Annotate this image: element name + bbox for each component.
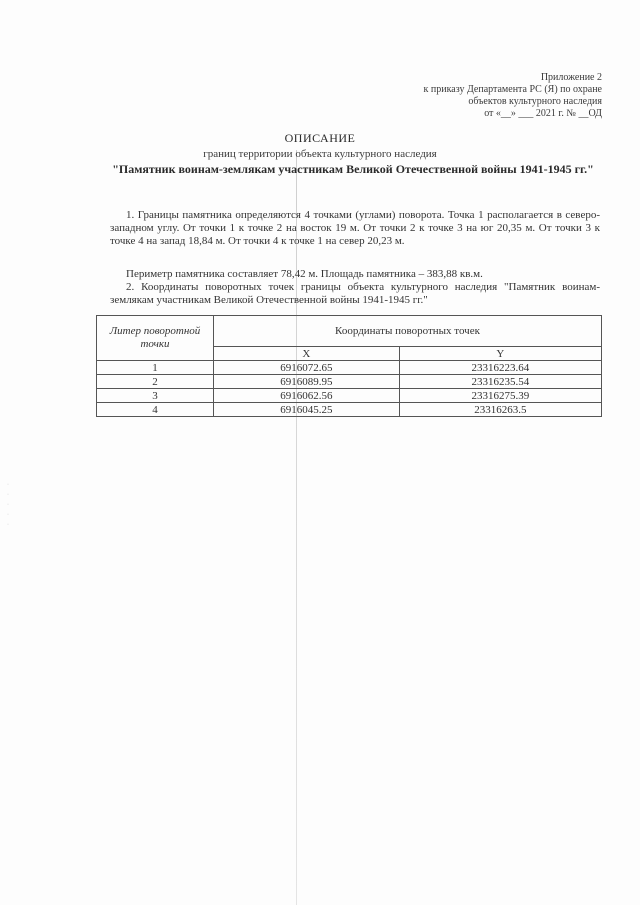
object-name: "Памятник воинам-землякам участникам Великой Отечественной войны 1941-1945 гг." bbox=[112, 162, 594, 176]
cell-liter: 3 bbox=[97, 389, 214, 403]
header-y: Y bbox=[399, 347, 601, 361]
appendix-line-2: к приказу Департамента РС (Я) по охране bbox=[423, 84, 602, 95]
coordinates-table bbox=[96, 315, 602, 417]
appendix-block bbox=[372, 72, 602, 120]
cell-x: 6916062.56 bbox=[214, 389, 400, 403]
scan-margin-marks: · · · · · bbox=[7, 482, 9, 528]
table-row bbox=[97, 403, 602, 417]
paragraph-boundaries: 1. Границы памятника определяются 4 точками (углами) поворота. Точка 1 располагается в северо-западном углу. От точки 1 к точке 2 на восток 19 м. От точки 2 к точке 3 на юг 20,35 м. От точки 3 к точке 4 на запад 18,84 м. От точки 4 к точке 1 на север 20,23 м. bbox=[110, 209, 600, 247]
header-x: X bbox=[214, 347, 400, 361]
document-title: ОПИСАНИЕ bbox=[284, 131, 356, 145]
header-liter: Литер поворотной точки bbox=[97, 316, 214, 361]
paragraph-coordinates: 2. Координаты поворотных точек границы объекта культурного наследия "Памятник воинам-землякам участникам Великой Отечественной войны 1941-1945 гг." bbox=[110, 281, 600, 306]
table-row bbox=[97, 375, 602, 389]
cell-x: 6916072.65 bbox=[214, 361, 400, 375]
paragraph-perimeter: Периметр памятника составляет 78,42 м. Площадь памятника – 383,88 кв.м. bbox=[126, 268, 483, 280]
appendix-line-1: Приложение 2 bbox=[540, 72, 602, 83]
cell-x: 6916045.25 bbox=[214, 403, 400, 417]
scan-fold-line bbox=[296, 150, 297, 905]
document-subtitle: границ территории объекта культурного наследия bbox=[203, 148, 437, 160]
cell-liter: 4 bbox=[97, 403, 214, 417]
cell-y: 23316263.5 bbox=[399, 403, 601, 417]
appendix-line-3: объектов культурного наследия bbox=[468, 96, 602, 107]
cell-y: 23316275.39 bbox=[399, 389, 601, 403]
cell-liter: 1 bbox=[97, 361, 214, 375]
cell-y: 23316235.54 bbox=[399, 375, 601, 389]
table-row bbox=[97, 389, 602, 403]
cell-x: 6916089.95 bbox=[214, 375, 400, 389]
table-row bbox=[97, 361, 602, 375]
cell-y: 23316223.64 bbox=[399, 361, 601, 375]
header-coords: Координаты поворотных точек bbox=[214, 316, 602, 347]
appendix-line-4: от «__» ___ 2021 г. № __ОД bbox=[484, 108, 602, 119]
cell-liter: 2 bbox=[97, 375, 214, 389]
